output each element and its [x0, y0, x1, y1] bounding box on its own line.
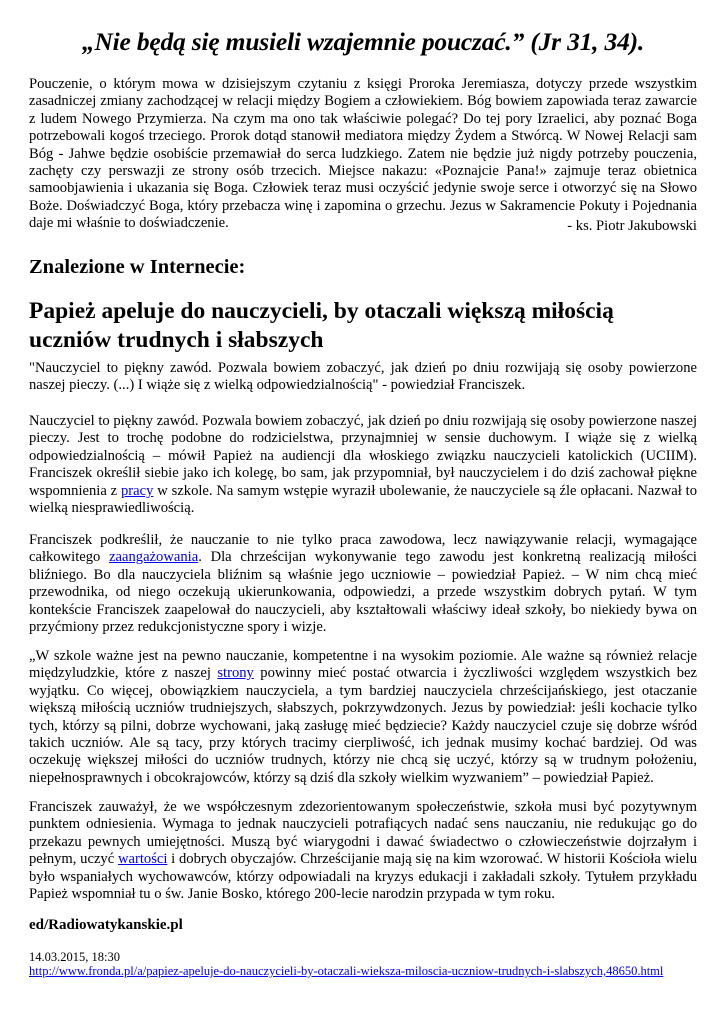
link-zaangazowania[interactable]: zaangażowania: [109, 549, 199, 566]
paragraph-text: powinny mieć postać otwarcia i życzliwości względem wszystkich bez wyjątku. Co więcej, obowiązkiem nauczyciela, a tym bardziej nauczyciela chrześcijańskiego, jest otaczanie większą miłością uczniów trudniejszych, słabszych, pokrzywdzonych. Jezus by powiedział: jeśli kochacie tylko tych, którzy są pilni, dobrze wychowani, jaką zasługę mieć będziecie? Każdy nauczyciel czuje się dobrze wśród takich uczniów. Ale są tacy, przy których tracimy cierpliwość, ich jednak musimy kochać bardziej. Od was oczekuję większej miłości do uczniów trudnych, którzy nie chcą się uczyć, którzy są w trudnym położeniu, niepełnosprawnych i obcokrajowców, którzy są dziś dla szkoły wielkim wyzwaniem” – powiedział Papież.: [29, 665, 698, 786]
article-paragraph-2: [29, 532, 697, 636]
article-lead: "Nauczyciel to piękny zawód. Pozwala bowiem zobaczyć, jak dzień po dniu rozwijają się osoby powierzone naszej pieczy. (...) I wiąże się z wielką odpowiedzialnością" - powiedział Franciszek.: [29, 360, 697, 394]
document-title: „Nie będą się musieli wzajemnie pouczać.” (Jr 31, 34).: [81, 27, 645, 56]
paragraph-text: Nauczyciel to piękny zawód. Pozwala bowiem zobaczyć, jak dzień po dniu rozwijają się osoby powierzone naszej pieczy. Jest to trochę podobne do rodzicielstwa, przynajmniej w sensie duchowym. I wiąże się z wielką odpowiedzialnością – mówił Papież na audiencji dla włoskiego związku nauczycieli katolickich (UCIIM). Franciszek określił siebie jako ich kolegę, bo sam, jak przypomniał, był nauczycielem i do dziś zachował piękne wspomnienia z: [29, 413, 697, 499]
link-strony[interactable]: strony: [217, 665, 254, 682]
link-pracy[interactable]: pracy: [120, 482, 154, 499]
article-source: ed/Radiowatykanskie.pl: [29, 917, 183, 933]
paragraph-text: . Dla chrześcijan wykonywanie tego zawodu jest konkretną realizacją miłości bliźniego. Bo dla nauczyciela bliźnim są właśnie jego uczniowie – powiedział Papież. – W nim chcą mieć przewodnika, od niego oczekują ukierunkowania, odpowiedzi, a przede wszystkim dobrych pytań. W tym kontekście Franciszek zaapelował do nauczycieli, aby kształtowali właściwy ideał szkoły, bo niekiedy bywa on przyćmiony przez redukcjonistyczne spory i wizje.: [29, 549, 697, 636]
article-paragraph-1: [29, 413, 697, 517]
article-paragraph-4: [29, 799, 697, 903]
paragraph-text: w szkole. Na samym wstępie wyraził ubolewanie, że nauczyciele są źle opłacani. Nazwał to wielką niesprawiedliwością.: [29, 482, 697, 517]
paragraph-text: „W szkole ważne jest na pewno nauczanie, kompetentne i na wysokim poziomie. Ale ważne są również relacje międzyludzkie, które z naszej: [29, 648, 697, 682]
article-headline: Papież apeluje do nauczycieli, by otaczali większą miłością uczniów trudnych i słabszych: [29, 298, 614, 353]
article-url-link[interactable]: http://www.fronda.pl/a/papiez-apeluje-do-nauczycieli-by-otaczali-wieksza-miloscia-uczniow-trudnych-i-slabszych,48650.html: [29, 964, 664, 978]
section-heading: Znalezione w Internecie:: [29, 256, 246, 278]
paragraph-text: Franciszek zauważył, że we współczesnym zdezorientowanym społeczeństwie, szkoła musi być pozytywnym punktem odniesienia. Wymaga to jednak nauczycieli potrafiących nadać sens nauczaniu, nie redukując go do przekazu pewnych umiejętności. Muszą być wiarygodni i dawać świadectwo o człowieczeństwie dojrzałym i pełnym, uczyć: [29, 799, 697, 868]
article-date: 14.03.2015, 18:30: [29, 950, 120, 964]
author-signature: - ks. Piotr Jakubowski: [567, 218, 697, 234]
article-paragraph-3: [29, 648, 697, 787]
paragraph-text: i dobrych obyczajów. Chrześcijanie mają się na kim wzorować. W historii Kościoła wielu było wspaniałych wychowawców, którzy odpowiadali na kryzys edukacji i zakładali szkoły. Tytułem przykładu Papież wspomniał tu o św. Janie Bosko, którego 200-lecie narodzin przypada w tym roku.: [29, 851, 697, 903]
link-wartosci[interactable]: wartości: [117, 851, 168, 868]
intro-paragraph: Pouczenie, o którym mowa w dzisiejszym czytaniu z księgi Proroka Jeremiasza, dotyczy przede wszystkim zasadniczej zmiany zachodzącej w relacji między Bogiem a człowiekiem. Bóg bowiem zapowiada teraz zawarcie z ludem Nowego Przymierza. Na czym ma ono tak właściwie polegać? Do tej pory Izraelici, aby poznać Boga potrzebowali kogoś trzeciego. Prorok dotąd stanowił mediatora między Żydem a Stwórcą. W Nowej Relacji sam Bóg - Jahwe będzie osobiście przemawiał do serca ludzkiego. Zatem nie będzie już nigdy potrzeby pouczenia, zachęty czy perswazji ze strony osób trzecich. Miejsce nakazu: «Poznajcie Pana!» zajmuje teraz obietnica samoobjawienia i ukazania się Boga. Człowiek teraz musi oczyścić jedynie swoje serce i otworzyć się na Słowo Boże. Doświadczyć Boga, który przebacza winę i zapomina o grzechu. Jezus w Sakramencie Pokuty i Pojednania daje mi właśnie to doświadczenie.: [29, 76, 697, 232]
paragraph-text: Franciszek podkreślił, że nauczanie to nie tylko praca zawodowa, lecz nawiązywanie relacji, wymagające całkowitego: [29, 532, 697, 566]
